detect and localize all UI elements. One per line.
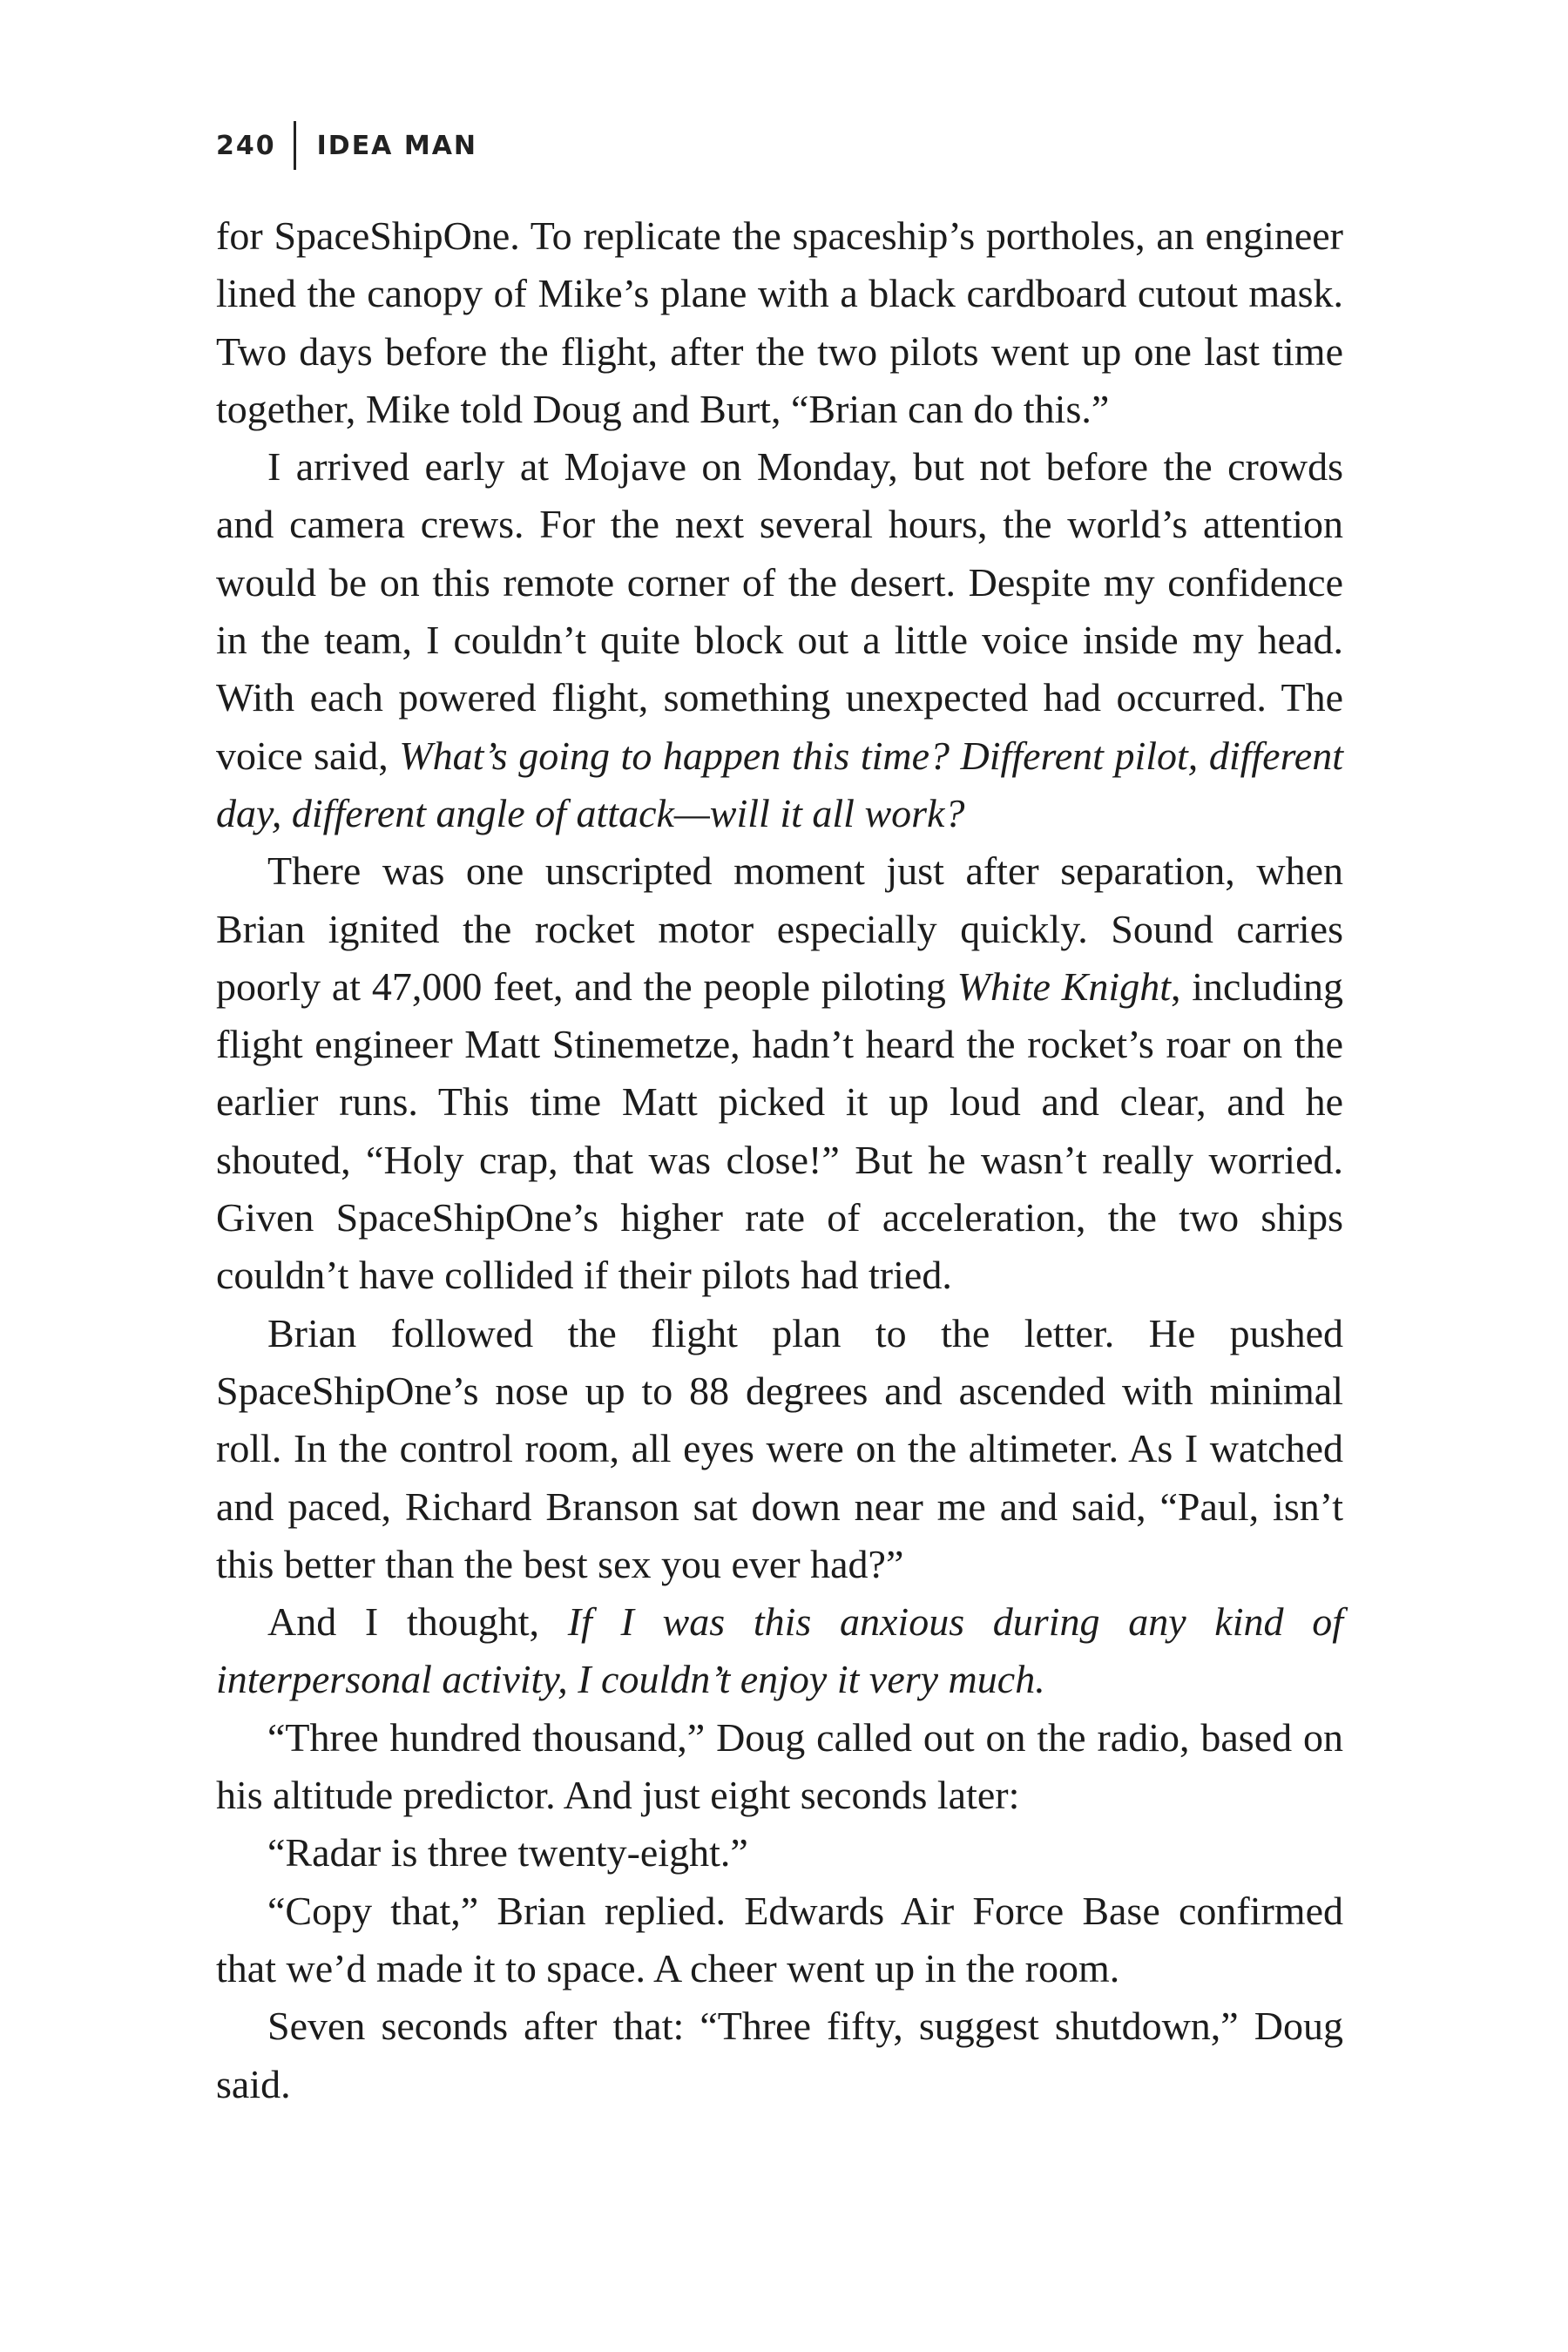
text-segment: “Copy that,” Brian replied. Edwards Air Force Base confirmed that we’d made it to space. A cheer went up in the room. <box>216 1888 1343 1990</box>
text-segment: for SpaceShipOne. To replicate the spaceship’s portholes, an engineer lined the canopy of Mike’s plane with a black cardboard cutout mask. Two days before the flight, after the two pilots went up one last time together, Mike told Doug and Burt, “Brian can do this.” <box>216 213 1343 431</box>
italic-text: What’s going to happen this time? Different pilot, different day, different angle of attack—will it all work? <box>216 733 1343 835</box>
book-title: IDEA MAN <box>316 130 478 161</box>
paragraph <box>216 1882 1343 1998</box>
text-segment: “Radar is three twenty-eight.” <box>267 1830 748 1876</box>
text-segment: I arrived early at Mojave on Monday, but not before the crowds and camera crews. For the next several hours, the world’s attention would be on this remote corner of the desert. Despite my confidence in the team, I couldn’t quite block out a little voice inside my head. With each powered flight, something unexpected had occurred. The voice said, <box>216 444 1343 778</box>
header-divider <box>294 121 296 170</box>
paragraph <box>216 1305 1343 1593</box>
text-segment: “Three hundred thousand,” Doug called out on the radio, based on his altitude predictor. And just eight seconds later: <box>216 1714 1343 1818</box>
text-segment: , including flight engineer Matt Stinemetze, hadn’t heard the rocket’s roar on the earlier runs. This time Matt picked it up loud and clear, and he shouted, “Holy crap, that was close!” But he wasn’t really worried. Given SpaceShipOne’s higher rate of acceleration, the two ships couldn’t have collided if their pilots had tried. <box>216 963 1344 1298</box>
running-head <box>216 124 477 167</box>
text-segment: And I thought, <box>267 1599 568 1645</box>
paragraph <box>216 1593 1343 1709</box>
paragraph <box>216 1824 1343 1882</box>
paragraph <box>216 1997 1343 2113</box>
paragraph <box>216 842 1343 1304</box>
italic-text: If I was this anxious during any kind of interpersonal activity, I couldn’t enjoy it very much. <box>216 1599 1343 1702</box>
paragraph <box>216 1709 1343 1825</box>
italic-text: White Knight <box>956 963 1171 1009</box>
page-number: 240 <box>216 130 276 161</box>
text-segment: Seven seconds after that: “Three fifty, suggest shutdown,” Doug said. <box>216 2004 1343 2106</box>
text-segment: There was one unscripted moment just after separation, when Brian ignited the rocket motor especially quickly. Sound carries poorly at 47,000 feet, and the people piloting <box>216 848 1343 1009</box>
paragraph <box>216 207 1343 438</box>
text-segment: Brian followed the flight plan to the letter. He pushed SpaceShipOne’s nose up to 88 degrees and ascended with minimal roll. In the control room, all eyes were on the altimeter. As I watched and paced, Richard Branson sat down near me and said, “Paul, isn’t this better than the best sex you ever had?” <box>216 1310 1343 1586</box>
paragraph <box>216 438 1343 842</box>
body-text <box>216 207 1343 2113</box>
